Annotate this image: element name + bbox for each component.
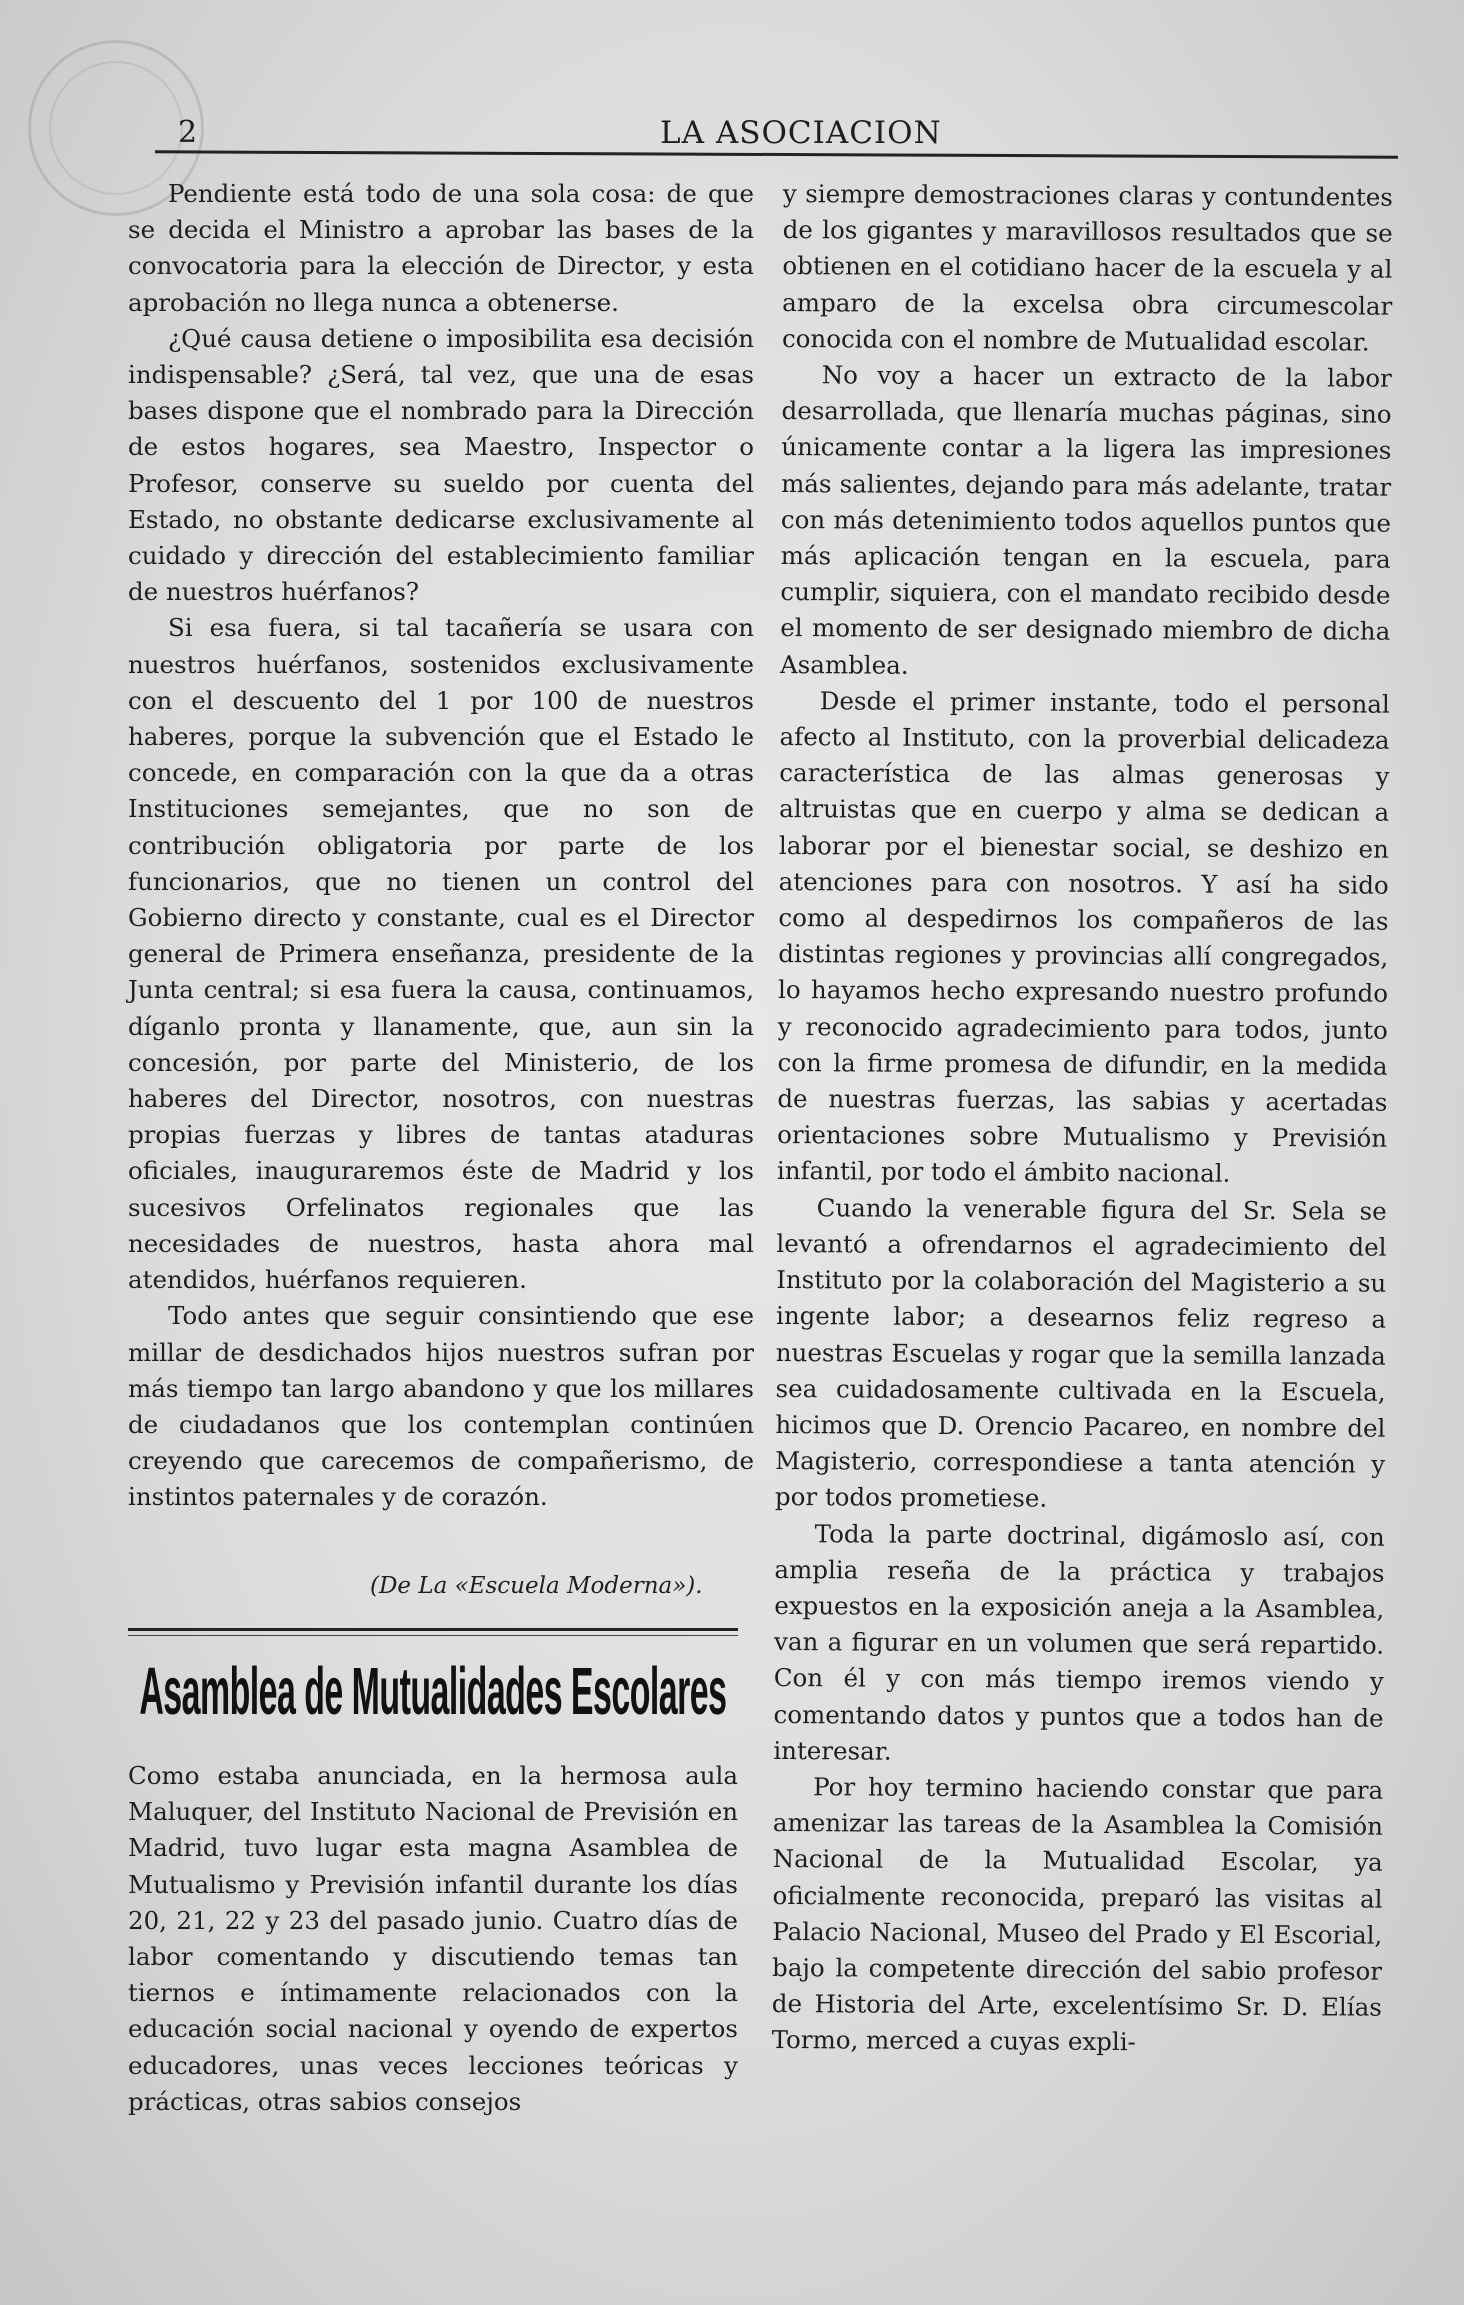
section-heading: [128, 1648, 738, 1734]
section-divider-thin: [128, 1635, 738, 1636]
page-number: 2: [178, 115, 199, 150]
section-heading-text: Asamblea de Mutualidades Escolares: [139, 1653, 727, 1729]
paragraph: Pendiente está todo de una sola cosa: de que se decida el Ministro a aprobar las bases de la convocatoria para la elección de Director, y esta aprobación no llega nunca a obtenerse.: [128, 179, 754, 317]
paragraph: y siempre demostraciones claras y contundentes de los gigantes y maravillosos resultados que se obtienen en el cotidiano hacer de la escuela y al amparo de la excelsa obra circumescolar conocida con el nombre de Mutualidad escolar.: [781, 178, 1393, 357]
section-body: [128, 1758, 738, 2120]
paragraph: Cuando la venerable figura del Sr. Sela se levantó a ofrendarnos el agradecimiento del Instituto por la colaboración del Magisterio a su ingente labor; a desearnos feliz regreso a nuestras Escuelas y rogar que la semilla lanzada sea cuidadosamente cultivada en la Escuela, hicimos que D. Orencio Pacareo, en nombre del Magisterio, correspondiese a tanta atención y por todos prometiese.: [774, 1192, 1387, 1513]
left-column: [128, 176, 754, 1516]
paragraph: Por hoy termino haciendo constar que para amenizar las tareas de la Asamblea la Comisión Nacional de la Mutualidad Escolar, ya oficialmente reconocida, preparó las visitas al Palacio Nacional, Museo del Prado y El Escorial, bajo la competente dirección del sabio profesor de Historia del Arte, excelentísimo Sr. D. Elías Tormo, merced a cuyas expli-: [771, 1772, 1384, 2057]
paragraph: Toda la parte doctrinal, digámoslo así, con amplia reseña de la práctica y trabajos expuestos en la exposición aneja a la Asamblea, van a figurar en un volumen que será repartido. Con él y con más tiempo iremos viendo y comentando datos y puntos que a todos han de interesar.: [773, 1518, 1385, 1766]
paragraph: No voy a hacer un extracto de la labor desarrollada, que llenaría muchas páginas, sino únicamente contar a la ligera las impresiones más salientes, dejando para más adelante, tratar con más detenimiento todos aquellos puntos que más aplicación tengan en la escuela, para cumplir, siquiera, con el mandato recibido desde el momento de ser designado miembro de dicha Asamblea.: [779, 360, 1392, 680]
paragraph: Si esa fuera, si tal tacañería se usara con nuestros huérfanos, sostenidos exclusivamente con el descuento del 1 por 100 de nuestros haberes, porque la subvención que el Estado le concede, en comparación con la que da a otras Instituciones semejantes, que no son de contribución obligatoria por parte de los funcionarios, que no tienen un control del Gobierno directo y constante, cual es el Director general de Primera enseñanza, presidente de la Junta central; si esa fuera la causa, continuamos, díganlo pronta y llanamente, que, aun sin la concesión, por parte del Ministerio, de los haberes del Director, nosotros, con nuestras propias fuerzas y libres de tantas ataduras oficiales, inauguraremos éste de Madrid y los sucesivos Orfelinatos regionales que las necesidades de nuestros, hasta ahora mal atendidos, huérfanos requieren.: [128, 613, 754, 1295]
paragraph: ¿Qué causa detiene o imposibilita esa decisión indispensable? ¿Será, tal vez, que una de esas bases dispone que el nombrado para la Dirección de estos hogares, sea Maestro, Inspector o Profesor, conserve su sueldo por cuenta del Estado, no obstante dedicarse exclusivamente al cuidado y dirección del establecimiento familiar de nuestros huérfanos?: [128, 323, 754, 607]
paragraph: Desde el primer instante, todo el personal afecto al Instituto, con la proverbial delicadeza característica de las almas generosas y altruistas que en cuerpo y alma se dedican a laborar por el bienestar social, se deshizo en atenciones para con nosotros. Y así ha sido como al despedirnos los compañeros de las distintas regiones y provincias allí congregados, lo hayamos hecho expresando nuestro profundo y reconocido agradecimiento para todos, junto con la firme promesa de difundir, en la medida de nuestras fuerzas, las sabias y acertadas orientaciones sobre Mutualismo y Previsión infantil, por todo el ámbito nacional.: [776, 686, 1390, 1189]
right-column: [772, 176, 1393, 2062]
journal-title: LA ASOCIACION: [660, 115, 942, 151]
citation: (De La «Escuela Moderna»).: [370, 1573, 703, 1599]
section-divider: [128, 1628, 738, 1631]
paragraph: Todo antes que seguir consintiendo que ese millar de desdichados hijos nuestros sufran por más tiempo tan largo abandono y que los millares de ciudadanos que los contemplan continúen creyendo que carecemos de compañerismo, de instintos paternales y de corazón.: [128, 1301, 754, 1512]
paragraph: Como estaba anunciada, en la hermosa aula Maluquer, del Instituto Nacional de Previsión en Madrid, tuvo lugar esta magna Asamblea de Mutualismo y Previsión infantil durante los días 20, 21, 22 y 23 del pasado junio. Cuatro días de labor comentando y discutiendo temas tan tiernos e íntimamente relacionados con la educación social nacional y oyendo de expertos educadores, unas veces lecciones teóricas y prácticas, otras sabios consejos: [128, 1761, 738, 2116]
page-header: [150, 105, 1404, 155]
